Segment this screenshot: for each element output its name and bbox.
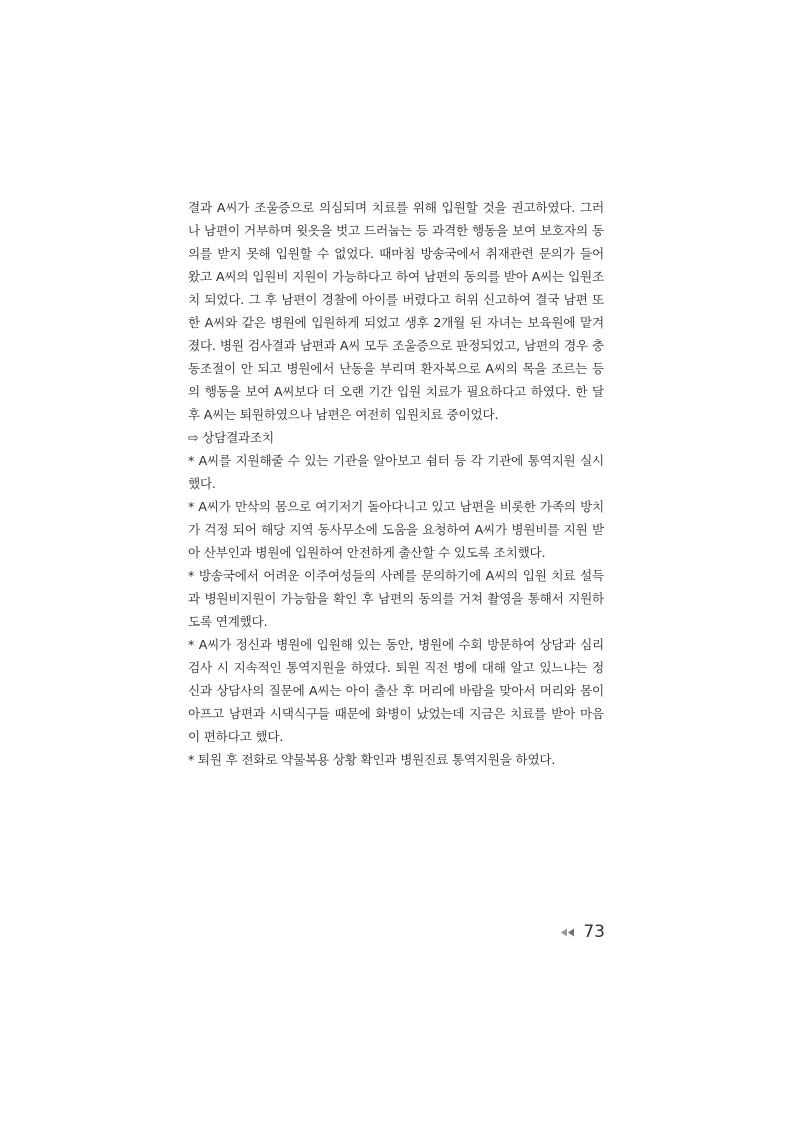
double-left-arrow-icon xyxy=(561,928,575,937)
action-item: * A씨가 정신과 병원에 입원해 있는 동안, 병원에 수회 방문하여 상담과 심리검사 시 지속적인 통역지원을 하였다. 퇴원 직전 병에 대해 알고 있느냐는 정신과 상담사의 질문에 A씨는 아이 출산 후 머리에 바람을 맞아서 머리와 몸이 아프고 남편과 시댁식구들 때문에 화병이 났었는데 지금은 치료를 받아 마음이 편하다고 했다. xyxy=(188,637,604,744)
action-item: * A씨가 만삭의 몸으로 여기저기 돌아다니고 있고 남편을 비롯한 가족의 방치가 걱정 되어 해당 지역 동사무소에 도움을 요청하여 A씨가 병원비를 지원 받아 산부인과 병원에 입원하여 안전하게 출산할 수 있도록 조치했다. xyxy=(188,499,604,560)
body-text xyxy=(188,196,604,771)
action-item: * A씨를 지원해줄 수 있는 기관을 알아보고 쉼터 등 각 기관에 통역지원 실시했다. xyxy=(188,453,604,491)
action-item: * 퇴원 후 전화로 약물복용 상황 확인과 병원진료 통역지원을 하였다. xyxy=(188,752,556,767)
action-item: * 방송국에서 어려운 이주여성들의 사례를 문의하기에 A씨의 입원 치료 설득과 병원비지원이 가능함을 확인 후 남편의 동의를 거쳐 촬영을 통해서 지원하도록 연계했다. xyxy=(188,568,604,629)
page-number: 73 xyxy=(583,922,605,942)
page-footer xyxy=(561,920,605,944)
section-heading-counseling-result: ⇨ 상담결과조치 xyxy=(188,430,274,445)
case-paragraph: 결과 A씨가 조울증으로 의심되며 치료를 위해 입원할 것을 권고하였다. 그러나 남편이 거부하며 윗옷을 벗고 드러눕는 등 과격한 행동을 보여 보호자의 동의를 받지 못해 입원할 수 없었다. 때마침 방송국에서 취재관련 문의가 들어 왔고 A씨의 입원비 지원이 가능하다고 하여 남편의 동의를 받아 A씨는 입원조치 되었다. 그 후 남편이 경찰에 아이를 버렸다고 허위 신고하여 결국 남편 또한 A씨와 같은 병원에 입원하게 되었고 생후 2개월 된 자녀는 보육원에 맡겨졌다. 병원 검사결과 남편과 A씨 모두 조울증으로 판정되었고, 남편의 경우 충동조절이 안 되고 병원에서 난동을 부리며 환자복으로 A씨의 목을 조르는 등의 행동을 보여 A씨보다 더 오랜 기간 입원 치료가 필요하다고 하였다. 한 달 후 A씨는 퇴원하였으나 남편은 여전히 입원치료 중이었다. xyxy=(188,200,604,422)
